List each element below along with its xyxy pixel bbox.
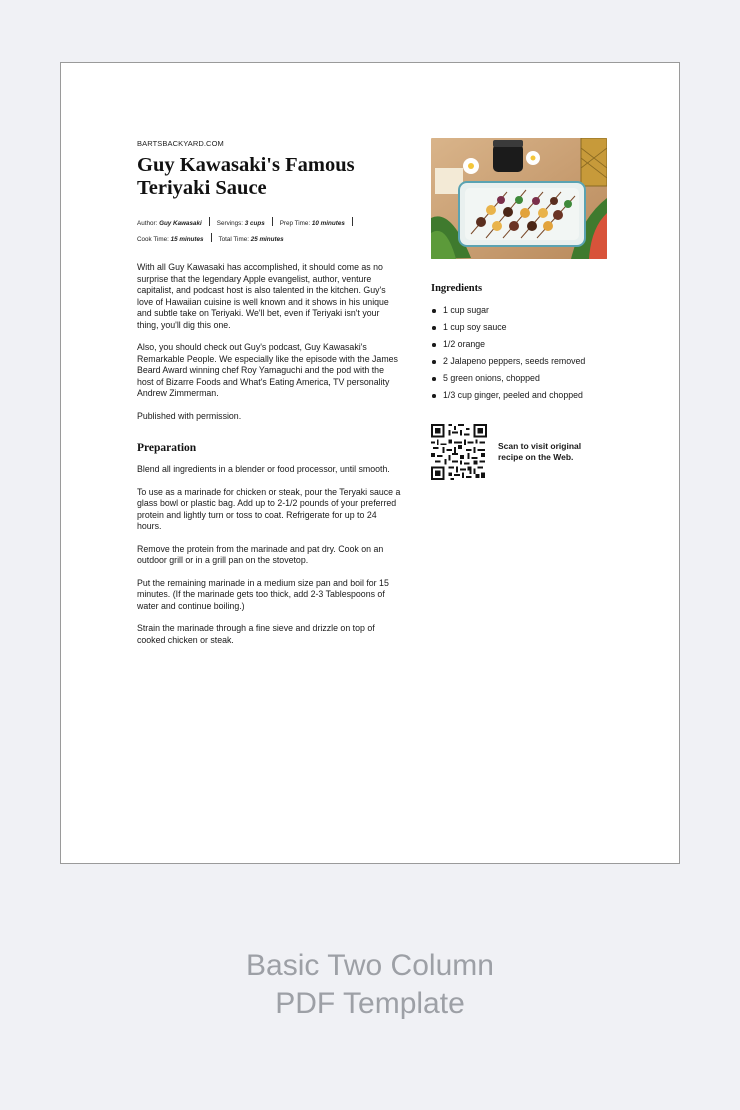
preparation-step: Put the remaining marinade in a medium size pan and boil for 15 minutes. (If the marinade gets too thick, add 2-3 Tablespoons of water and continue boiling.) [137, 577, 389, 611]
meta-cook [137, 232, 204, 248]
author-label: Author: [137, 220, 160, 227]
intro-paragraph: With all Guy Kawasaki has accomplished, it should come as no surprise that the legendary Apple evangelist, author, venture capitalist, and podcast host is also talented in the kitchen. Guy's love of Hawaiian cuisine is well known and it shows in his unique and subtle take on Teriyaki. We'll bet, even if Teriyaki isn't your thing, you'll dig this one. [137, 262, 389, 330]
qr-caption-line-2: recipe on the Web. [498, 452, 574, 462]
meta-divider [209, 217, 210, 226]
preparation-step: Strain the marinade through a fine sieve and drizzle on top of cooked chicken or steak. [137, 623, 375, 645]
prep-value: 10 minutes [311, 220, 345, 227]
title-line-1: Guy Kawasaki's Famous [137, 154, 355, 176]
ingredient-item: 1/2 orange [431, 339, 609, 350]
cook-label: Cook Time: [137, 236, 171, 243]
prep-label: Prep Time: [279, 220, 312, 227]
intro-paragraph: Published with permission. [137, 410, 242, 421]
qr-caption-line-1: Scan to visit original [498, 441, 582, 451]
pdf-page [60, 62, 680, 864]
intro-text [137, 262, 403, 422]
title-line-2: Teriyaki Sauce [137, 177, 267, 199]
ingredient-item: 1 cup sugar [431, 305, 609, 316]
preparation-heading: Preparation [137, 442, 197, 454]
total-label: Total Time: [218, 236, 251, 243]
template-caption [0, 947, 740, 1023]
ingredient-item: 1/3 cup ginger, peeled and chopped [431, 390, 609, 401]
meta-author [137, 216, 202, 232]
left-column [137, 139, 403, 657]
servings-value: 3 cups [244, 220, 265, 227]
right-column [431, 138, 609, 480]
caption-line-1: Basic Two Column [246, 949, 494, 982]
preparation-step: Blend all ingredients in a blender or food processor, until smooth. [137, 464, 390, 474]
servings-label: Servings: [216, 220, 245, 227]
meta-divider [272, 217, 273, 226]
ingredient-item: 5 green onions, chopped [431, 373, 609, 384]
preparation-step: Remove the protein from the marinade and pat dry. Cook on an outdoor grill or in a grill pan on the stovetop. [137, 543, 384, 565]
meta-divider [211, 233, 212, 242]
intro-paragraph: Also, you should check out Guy's podcast, Guy Kawasaki's Remarkable People. We especially like the episode with the James Beard Award winning chef Roy Yamaguchi and the pod with the host of Bizarre Foods and What's Eating America, TV personality Andrew Zimmerman. [137, 342, 398, 398]
meta-prep [280, 216, 345, 232]
meta-divider [352, 217, 353, 226]
ingredient-item: 2 Jalapeno peppers, seeds removed [431, 356, 609, 367]
preparation-step: To use as a marinade for chicken or steak, pour the Teryaki sauce a glass bowl or plastic bag. Add up to 2-1/2 pounds of your preferred protein and lightly turn or toss to coat. Refrigerate for up to 24 hours. [137, 486, 401, 531]
recipe-meta [137, 216, 403, 248]
site-name: BARTSBACKYARD.COM [137, 139, 224, 148]
qr-code-icon[interactable] [431, 424, 487, 480]
qr-section [431, 424, 609, 480]
ingredients-heading: Ingredients [431, 283, 483, 294]
cook-value: 15 minutes [170, 236, 204, 243]
ingredients-list [431, 305, 609, 401]
meta-total [219, 232, 284, 248]
meta-servings [217, 216, 265, 232]
author-value: Guy Kawasaki [159, 220, 202, 227]
preparation-steps [137, 464, 403, 646]
total-value: 25 minutes [250, 236, 284, 243]
qr-caption [498, 441, 581, 463]
recipe-photo [431, 138, 607, 259]
recipe-title [137, 154, 403, 200]
ingredient-item: 1 cup soy sauce [431, 322, 609, 333]
caption-line-2: PDF Template [275, 987, 465, 1020]
